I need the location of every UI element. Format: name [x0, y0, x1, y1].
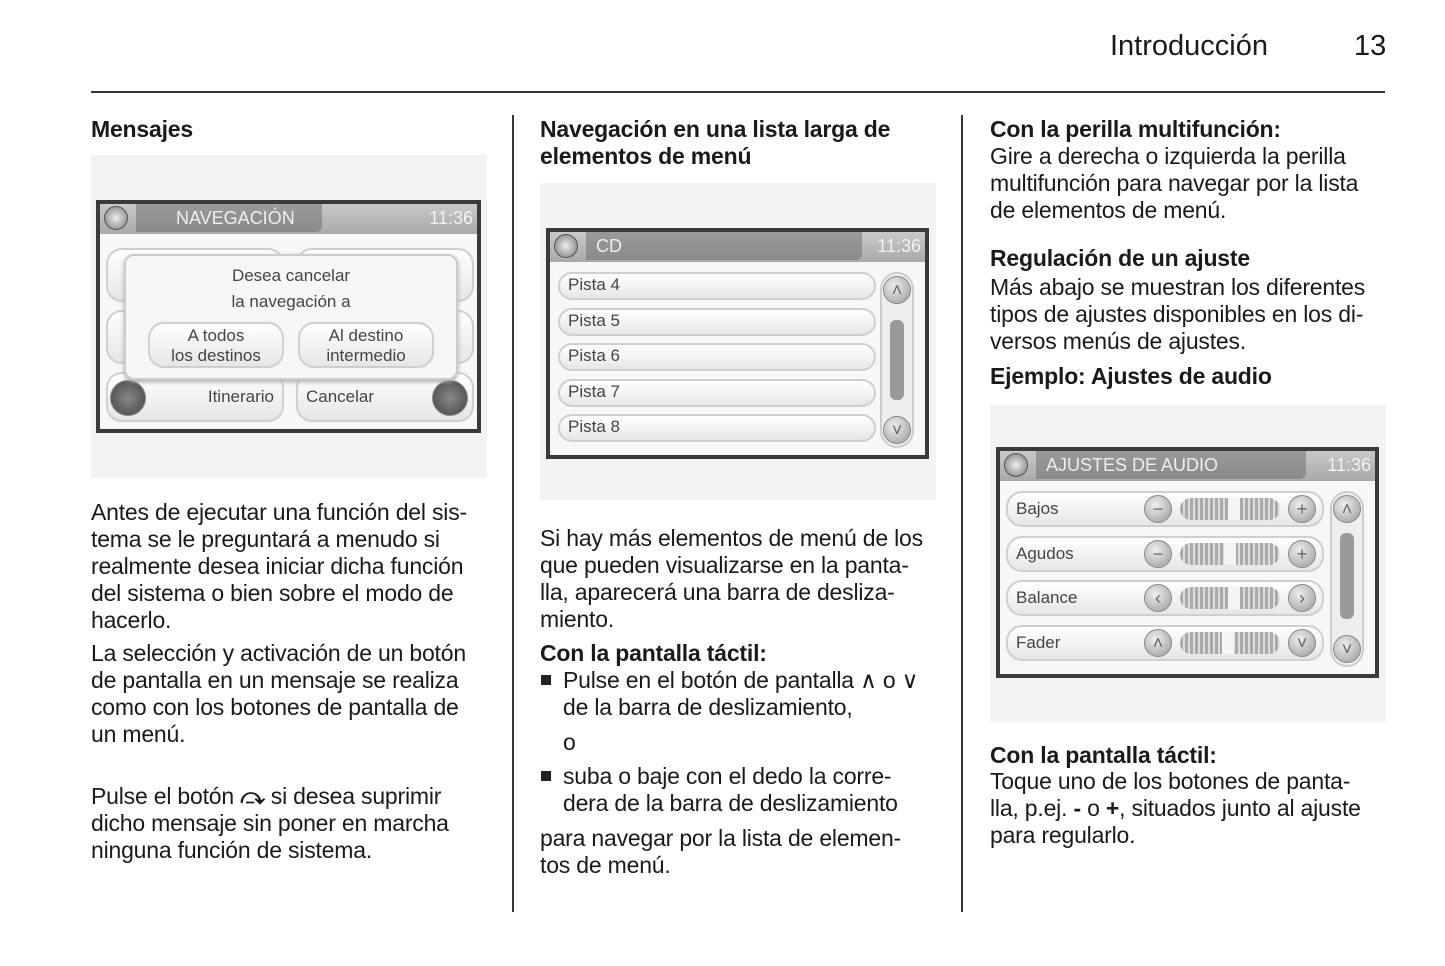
heading-long-list: Navegación en una lista larga de elementos de menú — [540, 116, 891, 169]
setting-label: Bajos — [1016, 499, 1059, 518]
screen-title: NAVEGACIÓN — [136, 204, 322, 232]
setting-label: Balance — [1016, 588, 1078, 607]
track-item[interactable]: Pista 4 — [558, 272, 876, 300]
subheading: Con la pantalla táctil: — [990, 742, 1217, 768]
header-rule — [91, 91, 1385, 93]
level-indicator[interactable] — [1228, 498, 1240, 520]
cd-screen-image — [540, 183, 936, 500]
decrease-button[interactable]: − — [1144, 495, 1172, 523]
paragraph: La selección y activación de un botón de pantalla en un mensaje se realiza como con los botones de pantalla de un menú. — [91, 640, 466, 747]
cd-icon — [554, 234, 578, 258]
scroll-down-button[interactable]: ˅ — [883, 416, 911, 444]
intermediate-destination-button[interactable]: Al destino intermedio — [298, 322, 434, 368]
level-indicator[interactable] — [1224, 543, 1236, 565]
increase-button[interactable]: › — [1288, 584, 1316, 612]
dialog-text: la navegación a — [231, 292, 351, 311]
scroll-down-button[interactable]: ˅ — [1333, 635, 1361, 663]
paragraph: Más abajo se muestran los diferentes tipos de ajustes disponibles en los di- versos menús de ajustes. — [990, 274, 1366, 354]
paragraph: Gire a derecha o izquierda la perilla multifunción para navegar por la lista de elementos de menú. — [990, 143, 1359, 223]
increase-button[interactable]: + — [1288, 540, 1316, 568]
bullet-item: suba o baje con el dedo la corre- dera de la barra de deslizamiento — [541, 763, 898, 817]
subheading: Regulación de un ajuste — [990, 245, 1250, 271]
cancel-button[interactable]: Cancelar — [296, 372, 474, 422]
decrease-button[interactable]: ‹ — [1144, 584, 1172, 612]
section-title: Introducción — [1110, 30, 1268, 62]
clock: 11:36 — [429, 208, 473, 228]
paragraph: o — [563, 729, 576, 755]
scroll-up-button[interactable]: ˄ — [883, 276, 911, 304]
decrease-button[interactable]: ˄ — [1144, 629, 1172, 657]
screen-title: CD — [586, 232, 862, 260]
heading-mensajes: Mensajes — [91, 116, 193, 142]
audio-icon — [1004, 453, 1028, 477]
bullet-icon — [541, 675, 551, 685]
back-icon: ⤼ — [240, 783, 265, 809]
audio-setting-row — [1006, 625, 1324, 661]
confirm-dialog — [124, 254, 458, 380]
scroll-thumb[interactable] — [1340, 533, 1354, 619]
paragraph: Si hay más elementos de menú de los que pueden visualizarse en la panta- lla, aparecerá una barra de desliza- miento. — [540, 525, 923, 632]
paragraph: Antes de ejecutar una función del sis- tema se le preguntará a menudo si realmente desea iniciar dicha función del sistema o bien sobre el modo de hacerlo. — [91, 499, 467, 633]
bullet-icon — [541, 771, 551, 781]
track-item[interactable]: Pista 7 — [558, 379, 876, 407]
level-meter[interactable] — [1180, 632, 1280, 654]
paragraph: Toque uno de los botones de panta- lla, p.ej. - o +, situados junto al ajuste para regularlo. — [990, 768, 1361, 848]
level-meter[interactable] — [1180, 498, 1280, 520]
level-meter[interactable] — [1180, 543, 1280, 565]
bullet-item: Pulse en el botón de pantalla ∧ o ∨ de la barra de deslizamiento, — [541, 667, 918, 721]
increase-button[interactable]: ˅ — [1288, 629, 1316, 657]
navigation-screen-image — [91, 155, 487, 478]
subheading: Con la pantalla táctil: — [540, 640, 767, 666]
clock: 11:36 — [877, 236, 921, 256]
audio-setting-row — [1006, 580, 1324, 616]
increase-button[interactable]: + — [1288, 495, 1316, 523]
page-number: 13 — [1354, 30, 1387, 62]
dialog-text: Desea cancelar — [231, 266, 351, 285]
route-icon — [110, 380, 146, 416]
audio-settings-image — [990, 405, 1386, 722]
level-meter[interactable] — [1180, 587, 1280, 609]
setting-label: Fader — [1016, 632, 1061, 652]
route-icon — [432, 380, 468, 416]
column-divider — [512, 115, 514, 912]
decrease-button[interactable]: − — [1144, 540, 1172, 568]
track-item[interactable]: Pista 8 — [558, 414, 876, 442]
scroll-up-button[interactable]: ˄ — [1333, 495, 1361, 523]
column-divider — [961, 115, 963, 912]
subheading: Con la perilla multifunción: — [990, 116, 1281, 142]
scrollbar[interactable] — [880, 272, 914, 448]
setting-label: Agudos — [1016, 543, 1074, 563]
clock: 11:36 — [1327, 455, 1371, 475]
all-destinations-button[interactable]: A todos los destinos — [148, 322, 284, 368]
paragraph: para navegar por la lista de elemen- tos de menú. — [540, 825, 902, 878]
level-indicator[interactable] — [1222, 632, 1234, 654]
scroll-thumb[interactable] — [890, 320, 904, 400]
screen-title: AJUSTES DE AUDIO — [1036, 451, 1306, 479]
track-item[interactable]: Pista 5 — [558, 308, 876, 336]
level-indicator[interactable] — [1228, 587, 1240, 609]
scrollbar[interactable] — [1330, 491, 1364, 667]
paragraph: Pulse el botón ⤼ si desea suprimir dicho mensaje sin poner en marcha ninguna función de sistema. — [91, 783, 449, 863]
track-item[interactable]: Pista 6 — [558, 343, 876, 371]
audio-setting-row — [1006, 491, 1324, 527]
audio-setting-row — [1006, 536, 1324, 572]
itinerary-button[interactable]: Itinerario — [106, 372, 284, 422]
nav-icon — [104, 206, 128, 230]
subheading: Ejemplo: Ajustes de audio — [990, 363, 1272, 389]
